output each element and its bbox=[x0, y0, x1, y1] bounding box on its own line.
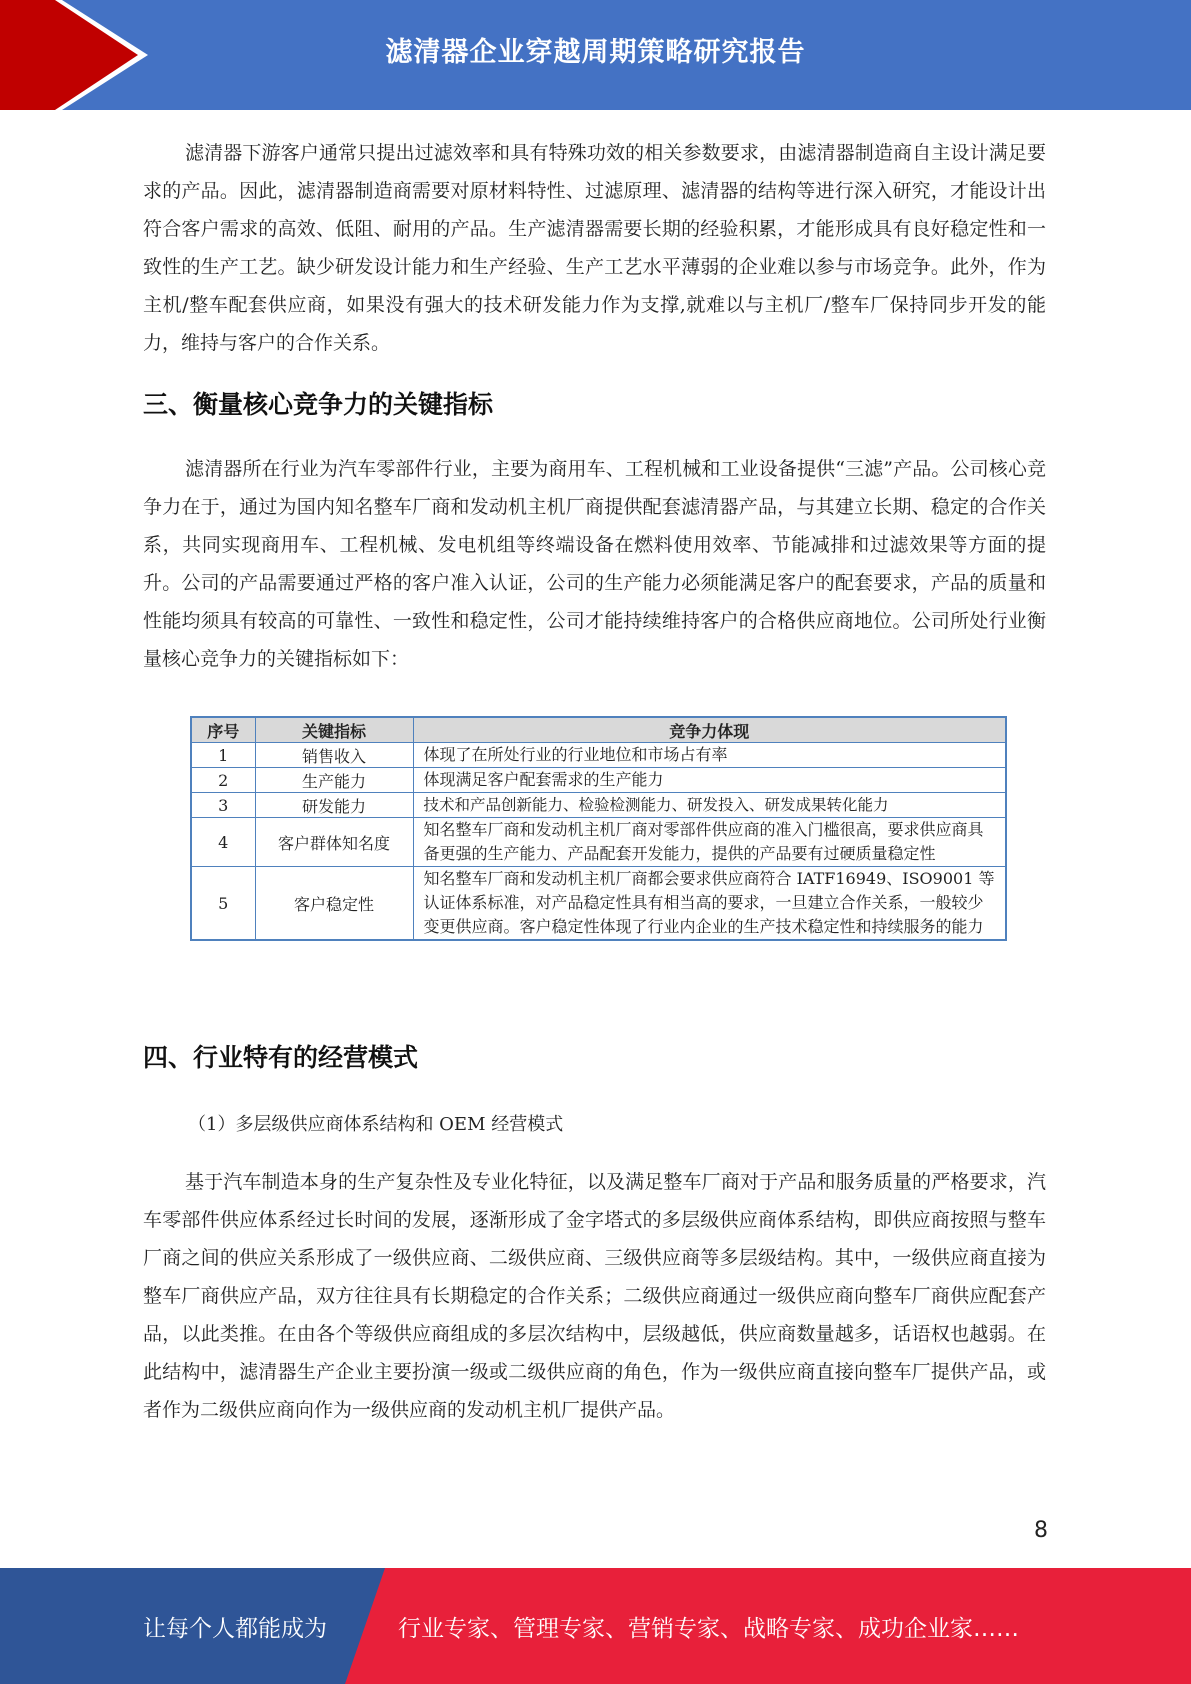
intro-paragraph: 滤清器下游客户通常只提出过滤效率和具有特殊功效的相关参数要求，由滤清器制造商自主设计满足要求的产品。因此，滤清器制造商需要对原材料特性、过滤原理、滤清器的结构等进行深入研究，才能设计出符合客户需求的高效、低阻、耐用的产品。生产滤清器需要长期的经验积累，才能形成具有良好稳定性和一致性的生产工艺。缺少研发设计能力和生产经验、生产工艺水平薄弱的企业难以参与市场竞争。此外，作为主机/整车配套供应商，如果没有强大的技术研发能力作为支撑,就难以与主机厂/整车厂保持同步开发的能力，维持与客户的合作关系。 bbox=[143, 142, 1046, 354]
section-4-heading: 四、行业特有的经营模式 bbox=[143, 1043, 419, 1072]
row-metric: 生产能力 bbox=[255, 768, 413, 793]
row-number: 2 bbox=[191, 768, 255, 793]
row-description: 体现满足客户配套需求的生产能力 bbox=[413, 768, 1006, 793]
row-description: 知名整车厂商和发动机主机厂商对零部件供应商的准入门槛很高，要求供应商具备更强的生产能力、产品配套开发能力，提供的产品要有过硬质量稳定性 bbox=[413, 818, 1006, 867]
section-3-heading: 三、衡量核心竞争力的关键指标 bbox=[143, 390, 494, 419]
page-footer bbox=[0, 1568, 1191, 1684]
footer-slogan-right: 行业专家、管理专家、营销专家、战略专家、成功企业家…… bbox=[398, 1616, 1019, 1642]
row-metric: 研发能力 bbox=[255, 793, 413, 818]
row-number: 1 bbox=[191, 743, 255, 768]
table-row bbox=[191, 793, 1006, 818]
table-row bbox=[191, 768, 1006, 793]
table-header-no: 序号 bbox=[191, 717, 255, 743]
page-number: 8 bbox=[1034, 1518, 1048, 1543]
footer-slogan-left: 让每个人都能成为 bbox=[143, 1616, 327, 1642]
table-header-metric: 关键指标 bbox=[255, 717, 413, 743]
row-metric: 客户群体知名度 bbox=[255, 818, 413, 867]
row-number: 3 bbox=[191, 793, 255, 818]
table-row bbox=[191, 867, 1006, 941]
row-description: 知名整车厂商和发动机主机厂商都会要求供应商符合 IATF16949、ISO9001 等认证体系标准，对产品稳定性具有相当高的要求，一旦建立合作关系，一般较少变更供应商。客户稳定性体现了行业内企业的生产技术稳定性和持续服务的能力 bbox=[413, 867, 1006, 941]
row-number: 5 bbox=[191, 867, 255, 941]
table-row bbox=[191, 743, 1006, 768]
section-4-paragraph: 基于汽车制造本身的生产复杂性及专业化特征，以及满足整车厂商对于产品和服务质量的严格要求，汽车零部件供应体系经过长时间的发展，逐渐形成了金字塔式的多层级供应商体系结构，即供应商按照与整车厂商之间的供应关系形成了一级供应商、二级供应商、三级供应商等多层级结构。其中，一级供应商直接为整车厂商供应产品，双方往往具有长期稳定的合作关系；二级供应商通过一级供应商向整车厂商供应配套产品，以此类推。在由各个等级供应商组成的多层次结构中，层级越低，供应商数量越多，话语权也越弱。在此结构中，滤清器生产企业主要扮演一级或二级供应商的角色，作为一级供应商直接向整车厂提供产品，或者作为二级供应商向作为一级供应商的发动机主机厂提供产品。 bbox=[143, 1171, 1046, 1421]
table-header-desc: 竞争力体现 bbox=[413, 717, 1006, 743]
row-metric: 客户稳定性 bbox=[255, 867, 413, 941]
row-description: 体现了在所处行业的行业地位和市场占有率 bbox=[413, 743, 1006, 768]
page-header bbox=[0, 0, 1191, 110]
row-description: 技术和产品创新能力、检验检测能力、研发投入、研发成果转化能力 bbox=[413, 793, 1006, 818]
key-metrics-table-container bbox=[190, 716, 1005, 941]
table-header-row bbox=[191, 717, 1006, 743]
row-number: 4 bbox=[191, 818, 255, 867]
section-3-paragraph: 滤清器所在行业为汽车零部件行业，主要为商用车、工程机械和工业设备提供“三滤”产品。公司核心竞争力在于，通过为国内知名整车厂商和发动机主机厂商提供配套滤清器产品，与其建立长期、稳定的合作关系，共同实现商用车、工程机械、发电机组等终端设备在燃料使用效率、节能减排和过滤效果等方面的提升。公司的产品需要通过严格的客户准入认证，公司的生产能力必须能满足客户的配套要求，产品的质量和性能均须具有较高的可靠性、一致性和稳定性，公司才能持续维持客户的合格供应商地位。公司所处行业衡量核心竞争力的关键指标如下： bbox=[143, 458, 1046, 670]
table-row bbox=[191, 818, 1006, 867]
row-metric: 销售收入 bbox=[255, 743, 413, 768]
report-title: 滤清器企业穿越周期策略研究报告 bbox=[385, 37, 806, 68]
key-metrics-table bbox=[190, 716, 1007, 941]
section-4-subheading: （1）多层级供应商体系结构和 OEM 经营模式 bbox=[188, 1114, 564, 1135]
